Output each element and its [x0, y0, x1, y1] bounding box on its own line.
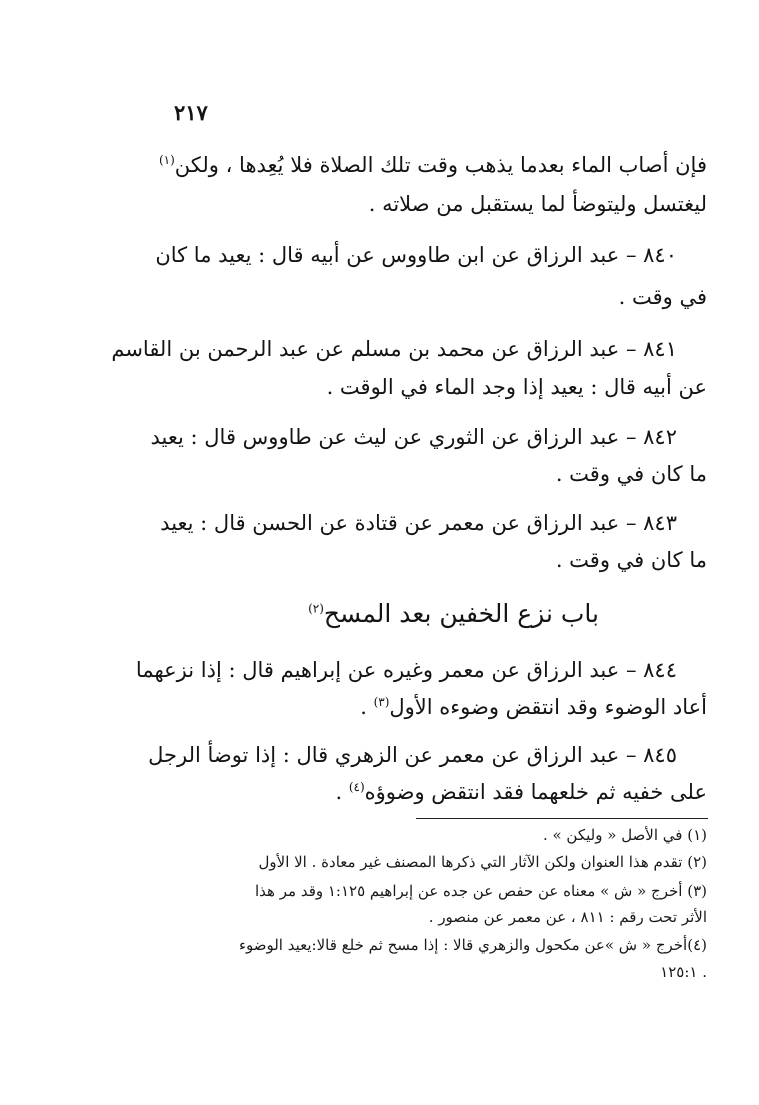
footnote-ref: (١) — [158, 153, 175, 167]
footnote-3-line-2: الأثر تحت رقم : ٨١١ ، عن معمر عن منصور . — [428, 908, 707, 926]
entry-845-line-2: على خفيه ثم خلعهما فقد انتقض وضوؤه$^{(٤)}$ . — [335, 780, 707, 804]
entry-841-line-2: عن أبيه قال : يعيد إذا وجد الماء في الوقت . — [326, 375, 707, 399]
footnote-4-line-2: . ١٢٥:١ — [660, 963, 707, 981]
footnote-2: (٢) تقدم هذا العنوان ولكن الآثار التي ذكرها المصنف غير معادة . الا الأول — [258, 853, 707, 871]
entry-840-line-2: في وقت . — [618, 285, 707, 309]
intro-line-2: ليغتسل وليتوضأ لما يستقبل من صلاته . — [368, 192, 707, 216]
footnote-ref: (٣) — [373, 695, 390, 709]
entry-843-line-2: ما كان في وقت . — [555, 548, 707, 572]
entry-844-line-1: ٨٤٤ – عبد الرزاق عن معمر وغيره عن إبراهيم قال : إذا نزعهما — [135, 658, 677, 682]
entry-842-line-1: ٨٤٢ – عبد الرزاق عن الثوري عن ليث عن طاووس قال : يعيد — [150, 425, 677, 449]
footnote-3-line-1: (٣) أخرج « ش » معناه عن حفص عن جده عن إبراهيم ١:١٢٥ وقد مر هذا — [255, 882, 707, 900]
footnote-1: (١) في الأصل « وليكن » . — [542, 826, 707, 844]
footnote-ref: (٤) — [348, 780, 365, 794]
entry-843-line-1: ٨٤٣ – عبد الرزاق عن معمر عن قتادة عن الحسن قال : يعيد — [160, 511, 677, 535]
section-heading: باب نزع الخفين بعد المسح$^{(٢)}$ — [308, 599, 599, 628]
intro-line-1: فإن أصاب الماء بعدما يذهب وقت تلك الصلاة فلا يُعِدها ، ولكن$^{(١)}$ — [158, 153, 707, 177]
page-number: ٢١٧ — [174, 100, 208, 125]
entry-844-line-2: أعاد الوضوء وقد انتقض وضوءه الأول$^{(٣)}$ . — [360, 695, 707, 719]
entry-842-line-2: ما كان في وقت . — [555, 462, 707, 486]
entry-841-line-1: ٨٤١ – عبد الرزاق عن محمد بن مسلم عن عبد الرحمن بن القاسم — [111, 337, 677, 361]
footnote-divider — [416, 818, 708, 819]
entry-840-line-1: ٨٤٠ – عبد الرزاق عن ابن طاووس عن أبيه قال : يعيد ما كان — [155, 243, 677, 267]
footnote-ref: (٢) — [308, 601, 324, 616]
entry-845-line-1: ٨٤٥ – عبد الرزاق عن معمر عن الزهري قال : إذا توضأ الرجل — [148, 743, 677, 767]
footnote-4-line-1: (٤)أخرج « ش »عن مكحول والزهري قالا : إذا مسح ثم خلع قالا:يعيد الوضوء — [238, 936, 707, 954]
